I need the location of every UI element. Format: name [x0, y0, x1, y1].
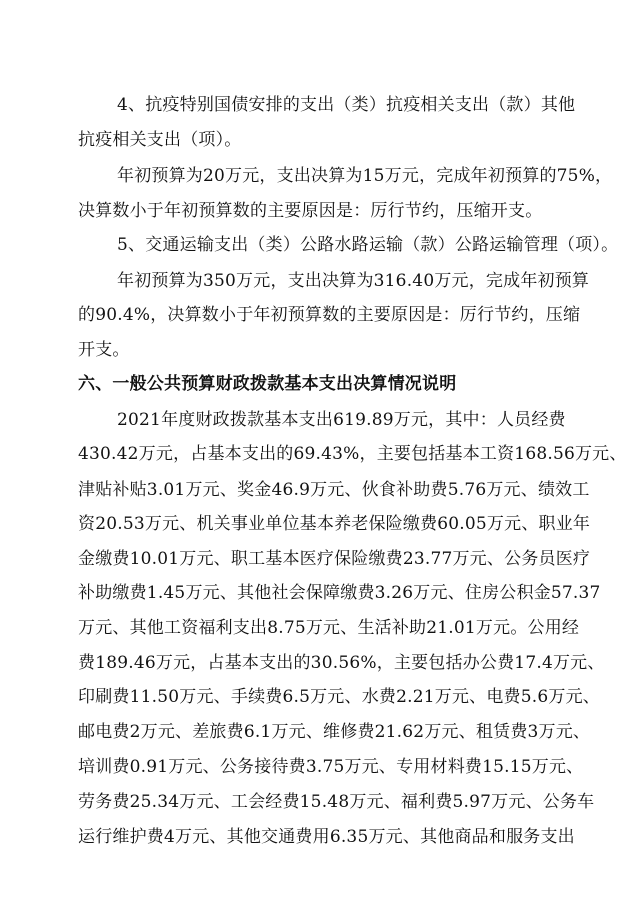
paragraph-line: 决算数小于年初预算数的主要原因是：厉行节约，压缩开支。 — [78, 201, 543, 221]
paragraph-line: 5、交通运输支出（类）公路水路运输（款）公路运输管理（项）。 — [117, 235, 619, 255]
paragraph-line: 430.42万元，占基本支出的69.43%，主要包括基本工资168.56万元、 — [78, 444, 627, 464]
paragraph-line: 费189.46万元，占基本支出的30.56%，主要包括办公费17.4万元、 — [78, 653, 605, 673]
paragraph-line: 运行维护费4万元、其他交通费用6.35万元、其他商品和服务支出 — [78, 827, 575, 847]
paragraph-line: 万元、其他工资福利支出8.75万元、生活补助21.01万元。公用经 — [78, 618, 580, 638]
paragraph-line: 开支。 — [78, 340, 130, 360]
paragraph-line: 补助缴费1.45万元、其他社会保障缴费3.26万元、住房公积金57.37 — [78, 583, 601, 603]
paragraph-line: 抗疫相关支出（项）。 — [78, 130, 242, 150]
paragraph-line: 金缴费10.01万元、职工基本医疗保险缴费23.77万元、公务员医疗 — [78, 549, 591, 569]
paragraph-line: 的90.4%，决算数小于年初预算数的主要原因是：厉行节约，压缩 — [78, 305, 581, 325]
paragraph-line: 4、抗疫特别国债安排的支出（类）抗疫相关支出（款）其他 — [117, 95, 576, 115]
paragraph-line: 年初预算为350万元，支出决算为316.40万元，完成年初预算 — [117, 271, 590, 291]
paragraph-line: 邮电费2万元、差旅费6.1万元、维修费21.62万元、租赁费3万元、 — [78, 722, 591, 742]
paragraph-line: 年初预算为20万元，支出决算为15万元，完成年初预算的75%， — [117, 166, 613, 186]
paragraph-line: 印刷费11.50万元、手续费6.5万元、水费2.21万元、电费5.6万元、 — [78, 687, 600, 707]
paragraph-line: 劳务费25.34万元、工会经费15.48万元、福利费5.97万元、公务车 — [78, 792, 595, 812]
paragraph-line: 培训费0.91万元、公务接待费3.75万元、专用材料费15.15万元、 — [78, 757, 584, 777]
section-heading: 六、一般公共预算财政拨款基本支出决算情况说明 — [78, 374, 457, 394]
paragraph-line: 津贴补贴3.01万元、奖金46.9万元、伙食补助费5.76万元、绩效工 — [78, 480, 590, 500]
paragraph-line: 资20.53万元、机关事业单位基本养老保险缴费60.05万元、职业年 — [78, 514, 591, 534]
paragraph-line: 2021年度财政拨款基本支出619.89万元，其中：人员经费 — [117, 410, 566, 430]
